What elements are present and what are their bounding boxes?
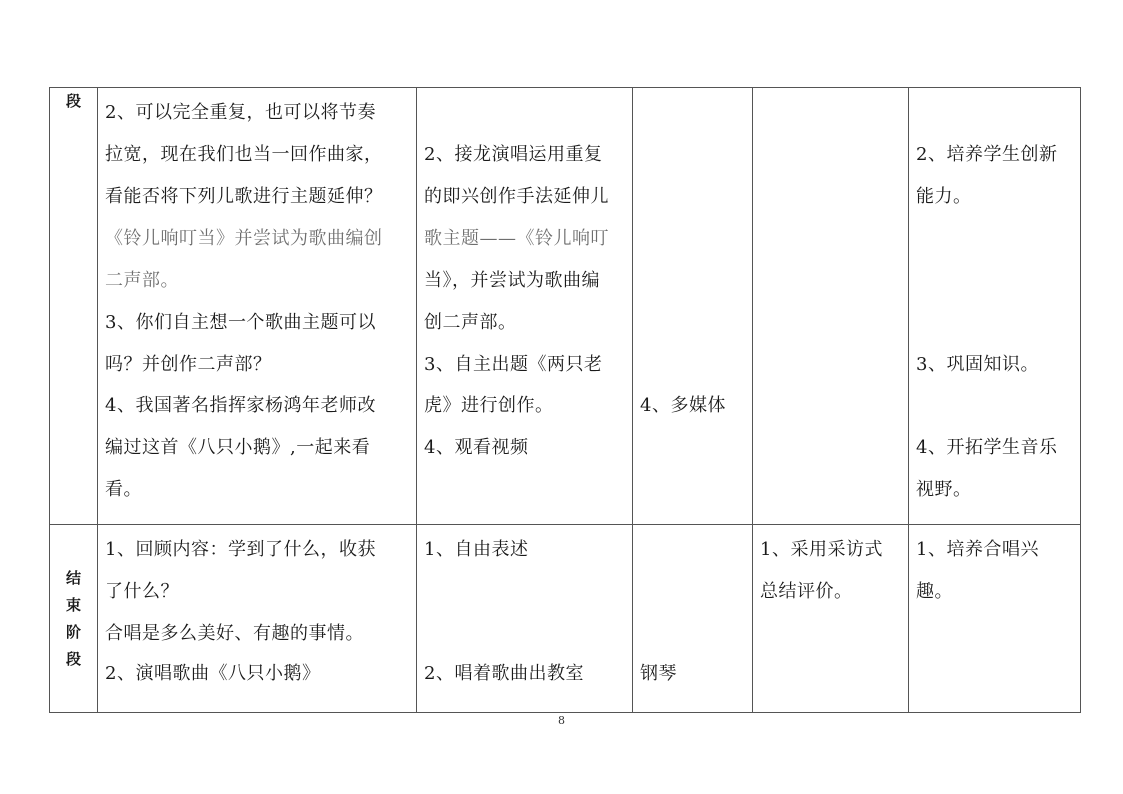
stage-label: 结 [65, 568, 81, 587]
text-line: 吗？并创作二声部？ [105, 354, 272, 375]
text-line: 1、培养合唱兴 [916, 539, 1039, 560]
text-line: 创二声部。 [424, 312, 517, 333]
text-line: 视野。 [916, 479, 972, 500]
text-line: 能力。 [916, 186, 972, 207]
text-line: 歌主题——《铃儿响叮 [424, 228, 609, 249]
text-line: 编过这首《八只小鹅》,一起来看 [105, 437, 371, 458]
text-line: 拉宽，现在我们也当一回作曲家， [105, 144, 383, 165]
lesson-plan-table [49, 87, 1081, 713]
teacher-activity-cell [98, 525, 417, 713]
text-line: 1、采用采访式 [760, 539, 883, 560]
text-line: 趣。 [916, 581, 953, 602]
text-line: 总结评价。 [760, 581, 853, 602]
stage-label: 束 [65, 595, 81, 614]
text-line: 钢琴 [640, 663, 677, 684]
text-line: 2、接龙演唱运用重复 [424, 144, 603, 165]
text-line: 了什么？ [105, 581, 179, 602]
text-line: 的即兴创作手法延伸儿 [424, 186, 609, 207]
text-line: 2、培养学生创新 [916, 144, 1058, 165]
text-line: 4、我国著名指挥家杨鸿年老师改 [105, 395, 376, 416]
table-row [50, 525, 1081, 713]
text-line: 虎》进行创作。 [424, 395, 554, 416]
stage-label: 段 [65, 649, 81, 668]
text-line: 二声部。 [105, 270, 179, 291]
text-line: 2、可以完全重复，也可以将节奏 [105, 102, 376, 123]
teacher-activity-cell [98, 88, 417, 525]
purpose-cell [909, 525, 1081, 713]
text-line: 当》，并尝试为歌曲编 [424, 270, 600, 291]
text-line: 看。 [105, 479, 142, 500]
stage-label: 阶 [65, 622, 81, 641]
text-line: 2、演唱歌曲《八只小鹅》 [105, 663, 321, 684]
text-line: 3、你们自主想一个歌曲主题可以 [105, 312, 376, 333]
text-line: 《铃儿响叮当》并尝试为歌曲编创 [105, 228, 383, 249]
student-activity-cell [417, 525, 633, 713]
table-row [50, 88, 1081, 525]
evaluation-cell [753, 525, 909, 713]
text-line: 4、开拓学生音乐 [916, 437, 1058, 458]
stage-cell [50, 525, 98, 713]
media-cell [633, 88, 753, 525]
student-activity-cell [417, 88, 633, 525]
text-line: 3、巩固知识。 [916, 354, 1039, 375]
page-number: 8 [558, 714, 565, 727]
media-cell [633, 525, 753, 713]
stage-label: 段 [65, 92, 81, 110]
evaluation-cell [753, 88, 909, 525]
text-line: 4、多媒体 [640, 395, 726, 416]
text-line: 4、观看视频 [424, 437, 529, 458]
text-line: 1、回顾内容：学到了什么，收获 [105, 539, 376, 560]
text-line: 1、自由表述 [424, 539, 529, 560]
text-line: 合唱是多么美好、有趣的事情。 [105, 623, 364, 644]
text-line: 2、唱着歌曲出教室 [424, 663, 584, 684]
text-line: 3、自主出题《两只老 [424, 354, 603, 375]
text-line: 看能否将下列儿歌进行主题延伸？ [105, 186, 383, 207]
purpose-cell [909, 88, 1081, 525]
stage-cell [50, 88, 98, 525]
